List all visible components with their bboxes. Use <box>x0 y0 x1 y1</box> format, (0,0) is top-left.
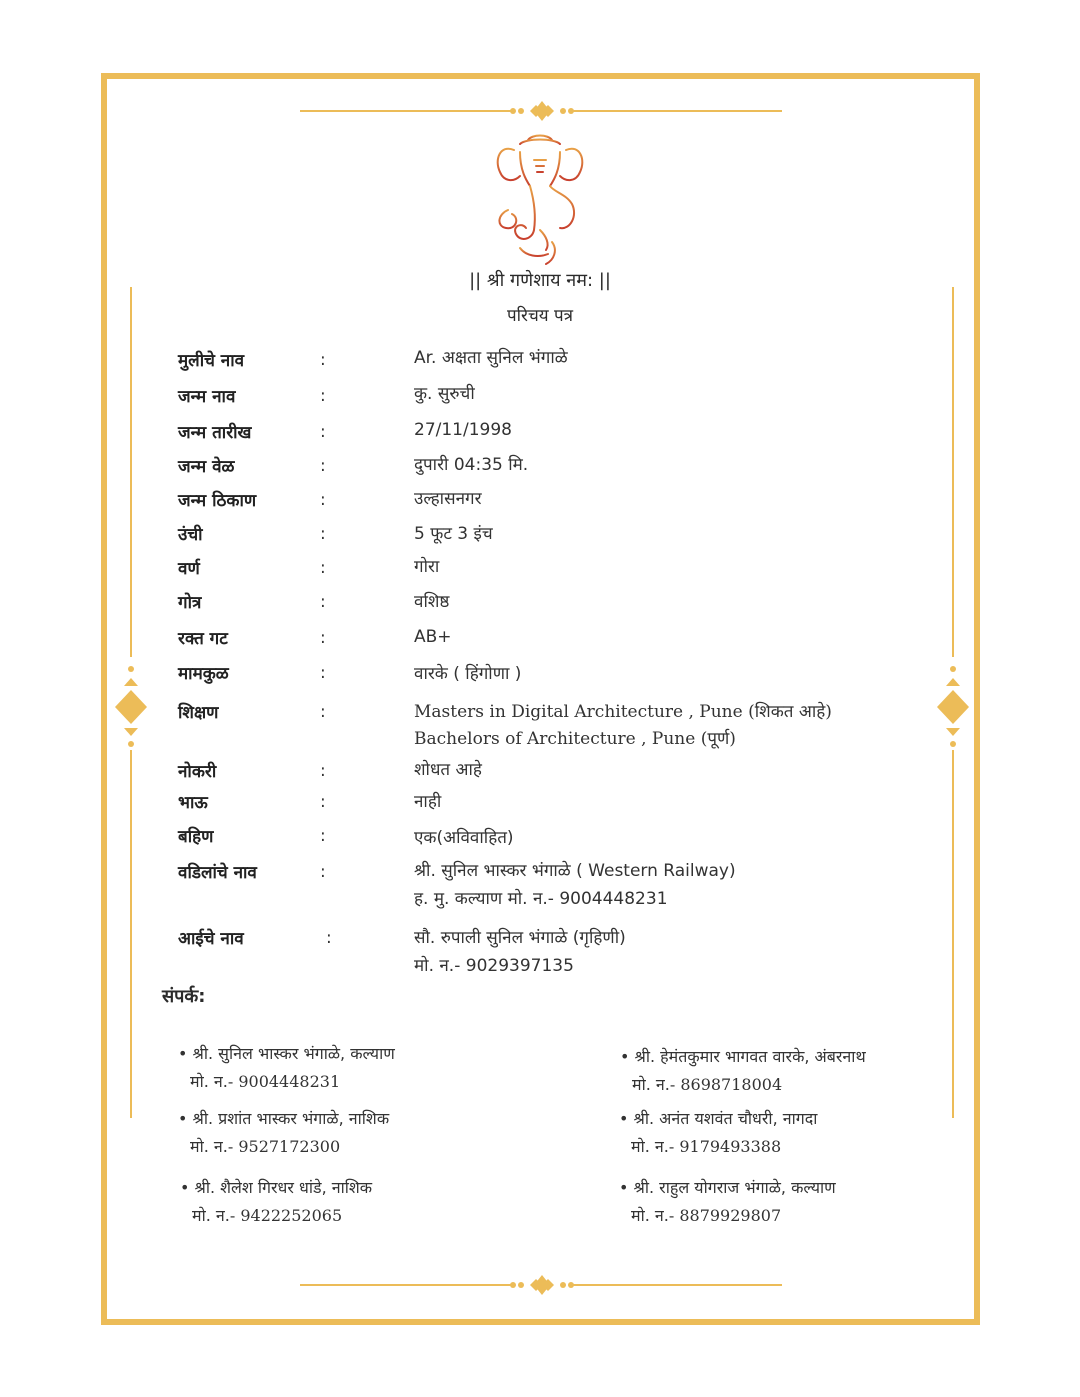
row-colon: : <box>320 524 326 544</box>
row-colon: : <box>320 422 326 442</box>
row-value: दुपारी 04:35 मि. <box>414 455 529 475</box>
shloka: || श्री गणेशाय नम: || <box>469 270 611 291</box>
row-colon: : <box>320 456 326 476</box>
row-value: Masters in Digital Architecture , Pune (शिकत आहे) <box>414 702 832 722</box>
row-value-line2: मो. न.- 9029397135 <box>414 956 574 976</box>
row-value: उल्हासनगर <box>414 489 482 509</box>
bottom-divider-right <box>572 1284 782 1286</box>
row-label: वर्ण <box>178 559 200 579</box>
row-colon: : <box>320 628 326 648</box>
row-colon: : <box>320 826 326 846</box>
row-colon: : <box>320 558 326 578</box>
contact-name: • श्री. शैलेश गिरधर धांडे, नाशिक <box>180 1178 373 1197</box>
top-diamond-ornament <box>508 98 576 124</box>
contact-name: • श्री. राहुल योगराज भंगाळे, कल्याण <box>619 1178 836 1197</box>
row-label: शिक्षण <box>178 703 219 723</box>
row-label: उंची <box>178 525 203 545</box>
contact-name: • श्री. अनंत यशवंत चौधरी, नागदा <box>619 1109 818 1128</box>
bottom-divider-left <box>300 1284 512 1286</box>
right-side-line-bottom <box>952 750 954 1118</box>
left-diamond-ornament <box>114 664 148 750</box>
row-value: 5 फूट 3 इंच <box>414 524 493 544</box>
right-side-line-top <box>952 287 954 657</box>
contact-entry <box>620 1043 866 1099</box>
contact-entry <box>178 1040 395 1096</box>
row-colon: : <box>320 702 326 722</box>
row-colon: : <box>320 663 326 683</box>
bottom-diamond-ornament <box>508 1272 576 1298</box>
row-label: मुलीचे नाव <box>178 351 245 371</box>
row-value: गोरा <box>414 557 440 577</box>
contact-phone: मो. न.- 8879929807 <box>631 1206 782 1225</box>
contact-entry <box>180 1174 372 1230</box>
row-value: वारके ( हिंगोणा ) <box>414 664 522 684</box>
row-label: मामकुळ <box>178 664 229 684</box>
row-label: जन्म नाव <box>178 387 236 407</box>
row-value-line2: Bachelors of Architecture , Pune (पूर्ण) <box>414 729 736 749</box>
row-colon: : <box>320 490 326 510</box>
row-label: जन्म वेळ <box>178 457 235 477</box>
contact-phone: मो. न.- 9179493388 <box>631 1137 782 1156</box>
left-side-line-bottom <box>130 750 132 1118</box>
contact-phone: मो. न.- 9527172300 <box>190 1137 341 1156</box>
row-value: कु. सुरुची <box>414 384 475 404</box>
contact-phone: मो. न.- 9422252065 <box>192 1206 343 1225</box>
row-value-line2: ह. मु. कल्याण मो. न.- 9004448231 <box>414 889 668 909</box>
contact-entry <box>619 1174 836 1230</box>
contact-name: • श्री. सुनिल भास्कर भंगाळे, कल्याण <box>178 1044 395 1063</box>
row-label: जन्म तारीख <box>178 423 252 443</box>
row-colon: : <box>320 862 326 882</box>
top-divider-left <box>300 110 512 112</box>
contact-name: • श्री. प्रशांत भास्कर भंगाळे, नाशिक <box>178 1109 390 1128</box>
row-value: सौ. रुपाली सुनिल भंगाळे (गृहिणी) <box>414 928 626 948</box>
row-label: गोत्र <box>178 593 202 613</box>
row-colon: : <box>320 386 326 406</box>
row-value: वशिष्ठ <box>414 592 450 612</box>
contact-heading: संपर्क: <box>162 986 206 1007</box>
row-label: नोकरी <box>178 762 217 782</box>
row-value: शोधत आहे <box>414 760 482 780</box>
right-diamond-ornament <box>936 664 970 750</box>
row-colon: : <box>320 350 326 370</box>
row-label: बहिण <box>178 827 214 847</box>
left-side-line-top <box>130 287 132 657</box>
row-colon: : <box>320 792 326 812</box>
row-colon: : <box>326 928 332 948</box>
row-value: एक(अविवाहित) <box>414 828 514 848</box>
row-value: AB+ <box>414 627 452 647</box>
top-divider-right <box>572 110 782 112</box>
contact-entry <box>178 1105 389 1161</box>
ganesha-icon <box>490 130 590 270</box>
row-label: भाऊ <box>178 793 208 813</box>
row-colon: : <box>320 761 326 781</box>
contact-entry <box>619 1105 817 1161</box>
page-title: परिचय पत्र <box>506 306 574 326</box>
row-value: श्री. सुनिल भास्कर भंगाळे ( Western Railway) <box>414 861 736 881</box>
row-value: Ar. अक्षता सुनिल भंगाळे <box>414 348 568 368</box>
row-label: वडिलांचे नाव <box>178 863 257 883</box>
row-colon: : <box>320 592 326 612</box>
row-label: रक्त गट <box>178 629 228 649</box>
row-label: जन्म ठिकाण <box>178 491 257 511</box>
contact-phone: मो. न.- 9004448231 <box>190 1072 341 1091</box>
contact-phone: मो. न.- 8698718004 <box>632 1075 783 1094</box>
contact-name: • श्री. हेमंतकुमार भागवत वारके, अंबरनाथ <box>620 1047 866 1066</box>
row-value: नाही <box>414 792 442 812</box>
row-label: आईचे नाव <box>178 929 244 949</box>
row-value: 27/11/1998 <box>414 420 512 440</box>
